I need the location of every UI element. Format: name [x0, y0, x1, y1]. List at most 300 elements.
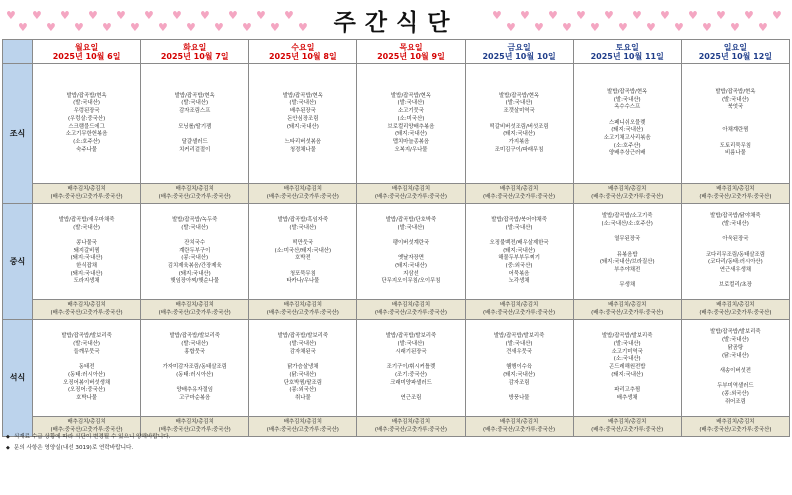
menu-item [141, 232, 248, 240]
kimchi-item: 배추김치/총김치 [175, 301, 214, 308]
menu-item: 발밥/잡곡밥/발보리죽 [385, 333, 437, 340]
kimchi-item: (배추:중국산/고춧가루:중국산) [158, 193, 231, 200]
menu-item: (발:국내산) [505, 224, 533, 231]
menu-item: (돼지:국내산) [286, 123, 319, 130]
day-date: 2025년 10월 7일 [160, 51, 229, 61]
menu-item: 발밥/잡곡밥/발보리죽 [710, 329, 761, 336]
kimchi-item: 배추김치/총김치 [499, 418, 539, 425]
menu-item: (콩:국내산) [181, 255, 209, 262]
menu-item: 발밥/잡곡밥/소고기죽 [601, 212, 653, 219]
menu-item: 열무된장국 [614, 236, 641, 243]
menu-item: 지삼선 [403, 270, 419, 277]
kimchi-item: (배추:중국산/고춧가루:중국산) [374, 309, 448, 316]
kimchi-cell [249, 417, 357, 437]
day-header [681, 40, 789, 64]
menu-item: 콩나물국 [76, 239, 98, 246]
kimchi-item: (배추:중국산/고춧가루:중국산) [591, 309, 664, 316]
menu-cell [249, 320, 357, 417]
heart-icon: ♥ [646, 21, 656, 34]
menu-item: 배추된장국 [289, 108, 316, 115]
menu-item: 소고기무한헌볶음 [65, 131, 108, 138]
kimchi-item: 배추김치/총김치 [391, 301, 431, 308]
heart-icon: ♥ [534, 21, 544, 34]
menu-item: (발:국내산) [505, 341, 533, 348]
day-name: 일요일 [723, 42, 747, 52]
heart-icon: ♥ [186, 21, 196, 34]
menu-item: 떡만둣국 [292, 239, 314, 246]
kimchi-cell [33, 300, 141, 320]
day-name: 목요일 [399, 42, 423, 52]
menu-item: 조갯살미역국 [503, 108, 535, 115]
kimchi-item: (배추:중국산/고춧가루:중국산) [266, 193, 339, 200]
menu-item: 고구마순볶음 [179, 394, 211, 401]
meal-label: 조식 [3, 64, 33, 204]
menu-cell [33, 204, 141, 300]
kimchi-cell [573, 184, 681, 204]
menu-cell [465, 320, 573, 417]
menu-item: 북엇국 [727, 104, 744, 111]
menu-item: 발밥/잡곡밥/발보리죽 [61, 333, 112, 340]
heart-icon: ♥ [506, 21, 516, 34]
kimchi-item: (배추:중국산/고춧가루:중국산) [699, 309, 772, 316]
kimchi-item: 배추김치/총김치 [175, 418, 214, 425]
menu-cell [33, 64, 141, 184]
menu-item: 발밥/잡곡밥/닭야채죽 [710, 212, 761, 219]
heart-icon: ♥ [758, 21, 768, 34]
kimchi-item: 배추김치/총김치 [608, 301, 647, 308]
menu-cell [357, 320, 465, 417]
menu-item: 발밥/잡곡밥/현옥 [66, 92, 107, 99]
menu-item: (소:호주산) [73, 138, 101, 145]
bullet-icon: ◆ [6, 445, 10, 451]
menu-item: 브로컬리/초장 [718, 282, 752, 289]
menu-item: 새송이버섯전 [719, 368, 752, 374]
menu-item: 옥수수스프 [614, 104, 641, 111]
heart-icon: ♥ [144, 9, 154, 22]
heart-icon: ♥ [590, 21, 600, 34]
heart-icon: ♥ [228, 9, 238, 22]
menu-item: 잔치국수 [184, 239, 206, 246]
heart-icon: ♥ [520, 9, 530, 22]
menu-item: 맵치마늘종볶음 [392, 138, 430, 145]
kimchi-item: (배추:중국산/고춧가루:중국산) [50, 426, 123, 433]
menu-item [466, 387, 573, 395]
menu-item: 단호박찜/팥조림 [283, 379, 322, 386]
heart-icon: ♥ [102, 21, 112, 34]
kimchi-cell [681, 300, 789, 320]
menu-item: 우렁된장국 [73, 108, 100, 115]
menu-item: 발밥/잡곡밥/단호박죽 [385, 216, 437, 223]
page-title: 주간식단 [333, 10, 459, 36]
day-date: 2025년 10월 11일 [590, 51, 664, 61]
menu-item [33, 232, 140, 240]
menu-item: (돼지:국내산) [394, 263, 427, 270]
kimchi-item: 배추김치/총김치 [608, 185, 647, 192]
menu-item: (콩:외국산) [289, 387, 317, 394]
heart-icon: ♥ [32, 9, 42, 22]
kimchi-cell [357, 300, 465, 320]
heart-icon: ♥ [214, 21, 224, 34]
menu-cell [141, 320, 249, 417]
kimchi-cell [573, 417, 681, 437]
menu-item: 방풍나물 [508, 394, 530, 401]
menu-item: (돼지:국내산/브라질산) [599, 259, 655, 266]
heart-icon: ♥ [130, 21, 140, 34]
kimchi-cell [249, 300, 357, 320]
menu-item: 스크램블드에그 [68, 123, 105, 130]
kimchi-item: 배추김치/총김치 [608, 418, 647, 425]
menu-item: 감자채된국 [289, 348, 316, 355]
menu-item [357, 356, 464, 364]
notes [6, 432, 170, 454]
menu-item: (발:국내산) [397, 224, 425, 231]
menu-cell [465, 204, 573, 300]
menu-item: 도토리묵무침 [719, 142, 752, 149]
menu-item: 홍합뭇국 [184, 348, 206, 355]
menu-item: 아채계란찜 [722, 127, 749, 134]
menu-item: 계란두부구이 [179, 247, 211, 254]
menu-item: (돼지:국내산) [503, 131, 536, 138]
menu-cell [141, 204, 249, 300]
menu-item: 동태전 [78, 364, 95, 371]
kimchi-cell [141, 184, 249, 204]
menu-item: 곤드레해원전밥 [608, 364, 646, 371]
kimchi-item: (배추:중국산/고춧가루:중국산) [483, 426, 556, 433]
day-header [33, 40, 141, 64]
menu-item: 배추생채 [616, 394, 638, 401]
menu-item: 무생채 [619, 282, 636, 289]
kimchi-item: (배추:중국산/고춧가루:중국산) [50, 309, 123, 316]
kimchi-item: (배추:중국산/고춧가루:중국산) [699, 426, 772, 433]
kimchi-item: (배추:중국산/고춧가루:중국산) [699, 193, 772, 200]
day-header [357, 40, 465, 64]
menu-item: (소:미국산/돼지:국내산) [274, 247, 332, 254]
menu-item: 비름나물 [724, 150, 746, 157]
menu-item: 햇임장아찌/햇순나물 [170, 278, 220, 285]
menu-cell [681, 64, 789, 184]
menu-item: (소:국내산) [613, 356, 641, 363]
kimchi-item: 배추김치/총김치 [283, 301, 322, 308]
heart-icon: ♥ [702, 21, 712, 34]
heart-icon: ♥ [618, 21, 628, 34]
menu-item: 쥐어조림 [724, 398, 746, 405]
menu-cell [249, 204, 357, 300]
menu-item: (돼지:국내산) [178, 270, 211, 277]
menu-item: (발:국내산) [73, 100, 101, 107]
heart-icon: ♥ [730, 21, 740, 34]
menu-item: (소:국내산/소:호주산) [601, 220, 653, 227]
weekly-menu-table [2, 39, 790, 437]
menu-item: (돼지:국내산) [611, 371, 644, 378]
menu-item [141, 116, 248, 124]
heart-icon: ♥ [744, 9, 754, 22]
kimchi-item: 배추김치/총김치 [716, 418, 755, 425]
menu-item: 발밥/잡곡밥/현옥 [282, 92, 323, 99]
menu-item: 햄행이수육 [506, 364, 533, 371]
heart-icon: ♥ [576, 9, 586, 22]
note-item [6, 432, 170, 443]
table-corner [3, 40, 33, 64]
menu-item: (발:국내산) [289, 341, 317, 348]
menu-item [682, 360, 789, 368]
kimchi-cell [141, 300, 249, 320]
menu-item: (발:국내산) [181, 100, 209, 107]
menu-item: 연근조림 [400, 394, 422, 401]
menu-item: 노각생채 [508, 278, 530, 285]
heart-icon: ♥ [716, 9, 726, 22]
menu-item: (닭:국내산) [721, 352, 749, 359]
menu-item: (우렁살:중국산) [67, 115, 106, 122]
menu-item: 브로컬리양배추볶음 [387, 123, 435, 130]
menu-item: 발밥/잡곡밥/현옥 [499, 92, 540, 99]
menu-cell [573, 204, 681, 300]
menu-item: 오징어볶이버섯생채 [63, 379, 111, 386]
menu-item: 가지볶음 [508, 138, 530, 145]
kimchi-cell [465, 184, 573, 204]
menu-cell [141, 64, 249, 184]
heart-icon: ♥ [492, 9, 502, 22]
menu-item: 소고기뭇국 [397, 108, 424, 115]
menu-item: 치커리겉절이 [179, 146, 211, 153]
day-date: 2025년 10월 12일 [698, 51, 773, 61]
menu-item: (발:국내산) [505, 100, 533, 107]
kimchi-item: 배추김치/총김치 [67, 301, 106, 308]
menu-item: (발:국내산) [181, 224, 209, 231]
menu-cell [33, 320, 141, 417]
menu-item: 발밥/잡곡밥/새우마채죽 [58, 216, 115, 223]
meal-label: 석식 [3, 320, 33, 437]
heart-icon: ♥ [298, 21, 308, 34]
menu-item: 닭가슴살냉채 [287, 364, 319, 371]
day-header [573, 40, 681, 64]
day-date: 2025년 10월 9일 [377, 51, 445, 61]
heart-icon: ♥ [158, 21, 168, 34]
menu-item: (발:국내산) [289, 100, 317, 107]
day-date: 2025년 10월 6일 [52, 51, 121, 61]
kimchi-item: 배추김치/총김치 [283, 185, 322, 192]
menu-item: 달걀샐러드 [181, 138, 208, 145]
menu-item: (닭:국내산) [289, 371, 317, 378]
heart-icon: ♥ [674, 21, 684, 34]
menu-item: 소고기미역국 [611, 348, 643, 355]
kimchi-item: (배추:중국산/고춧가루:중국산) [374, 426, 448, 433]
meal-label: 중식 [3, 204, 33, 320]
menu-item [574, 228, 681, 236]
menu-item: 발밥/잡곡밥/발보리죽 [277, 333, 329, 340]
heart-icon: ♥ [772, 9, 782, 22]
day-name: 화요일 [183, 42, 207, 52]
menu-item: 해물두부부두찌기 [498, 255, 540, 262]
menu-item: (발:국내산) [73, 341, 101, 348]
kimchi-cell [33, 184, 141, 204]
kimchi-item: 배추김치/총김치 [716, 185, 755, 192]
kimchi-item: 배추김치/총김치 [499, 301, 539, 308]
menu-item: 발밥/잡곡밥/북어야채죽 [491, 216, 547, 223]
menu-item: (발:국내산) [613, 341, 641, 348]
menu-item: 발밥/잡곡밥/발보리죽 [169, 333, 220, 340]
menu-item: 호박전 [295, 255, 311, 262]
menu-item: 소고기채고사리볶음 [603, 135, 651, 142]
kimchi-item: (배추:중국산/고춧가루:중국산) [591, 426, 664, 433]
day-name: 월요일 [75, 42, 99, 52]
kimchi-item: (배추:중국산/고춧가루:중국산) [591, 193, 664, 200]
kimchi-item: (배추:중국산/고춧가루:중국산) [266, 309, 339, 316]
menu-item: 오징불백전/배우살제한국 [489, 239, 549, 246]
menu-item: (중:외국산) [505, 263, 533, 270]
kimchi-cell [465, 300, 573, 320]
menu-item: (돼지:국내산) [70, 270, 103, 277]
menu-item: 팽이버섯계란국 [392, 239, 430, 246]
menu-item [33, 356, 140, 364]
menu-item: (발:국내산) [289, 224, 317, 231]
menu-cell [681, 320, 789, 417]
kimchi-cell [357, 184, 465, 204]
menu-item [682, 228, 789, 236]
heart-icon: ♥ [270, 21, 280, 34]
menu-item: (동태:러시아산) [176, 371, 214, 378]
menu-item: 김치제육볶음/간장제육 [167, 263, 222, 270]
heart-icon: ♥ [172, 9, 182, 22]
day-name: 수요일 [291, 42, 315, 52]
menu-item: (발:국내산) [721, 337, 749, 344]
menu-item: 들깨무뭇국 [73, 348, 100, 355]
menu-item: (소:호주산) [613, 142, 641, 149]
menu-item: 견새우뭇국 [506, 348, 533, 355]
menu-item: 발밥/잡곡밥/발보리죽 [493, 333, 545, 340]
menu-item [249, 356, 356, 364]
heart-icon: ♥ [660, 9, 670, 22]
menu-item: 옛날자장면 [397, 255, 424, 262]
menu-item [682, 135, 789, 143]
menu-item: 부추야채전 [614, 266, 641, 273]
menu-item: 아욱된장국 [722, 236, 749, 243]
menu-item [141, 356, 248, 364]
menu-item [574, 244, 681, 252]
menu-item: 양배추유자절임 [176, 387, 213, 394]
menu-item: 발밥/잡곡밥/현옥 [390, 92, 432, 99]
note-text: 식재료 수급 상황에 따라 식단이 변경될 수 있으니 양해바랍니다. [13, 434, 171, 440]
heart-icon: ♥ [242, 21, 252, 34]
menu-item: 조미김구이/파래무침 [494, 146, 544, 153]
kimchi-item: 배추김치/총김치 [67, 185, 106, 192]
note-text: 문의 사항은 영양실(내선 3019)로 연락바랍니다. [13, 445, 134, 451]
menu-item [682, 112, 789, 120]
kimchi-item: 배추김치/총김치 [499, 185, 539, 192]
menu-item: 시래기된장국 [395, 348, 427, 355]
heart-icon: ♥ [688, 9, 698, 22]
menu-item: (발:국내산) [397, 341, 425, 348]
menu-item: 한식잡채 [76, 263, 98, 270]
menu-item [574, 112, 681, 120]
menu-item [141, 131, 248, 139]
menu-item: 파리고추찜 [614, 387, 641, 394]
kimchi-item: (배추:중국산/고춧가루:중국산) [158, 309, 231, 316]
menu-cell [249, 64, 357, 184]
heart-icon: ♥ [18, 21, 28, 34]
kimchi-item: 배추김치/총김치 [716, 301, 755, 308]
kimchi-item: (배추:중국산/고춧가루:중국산) [266, 426, 339, 433]
menu-item: (오징어:중국산) [67, 387, 106, 394]
day-date: 2025년 10월 8일 [268, 51, 337, 61]
menu-cell [465, 64, 573, 184]
menu-item [466, 356, 573, 364]
menu-item: (돼지:국내산) [503, 247, 536, 254]
menu-item: 발밥/잡곡밥/현옥 [607, 88, 648, 95]
menu-item: 발밥/잡곡밥/현옥 [715, 88, 756, 95]
menu-item: 두부미역샐러드 [717, 383, 754, 390]
kimchi-cell [573, 300, 681, 320]
menu-cell [681, 204, 789, 300]
menu-item: 발밥/잡곡밥/현옥 [174, 92, 215, 99]
note-item [6, 443, 170, 454]
menu-item: (발:국내산) [73, 224, 101, 231]
menu-item [249, 131, 356, 139]
menu-item: 도라지생채 [73, 278, 100, 285]
menu-item [357, 387, 464, 395]
menu-item: 감자조림 [508, 379, 530, 386]
menu-item: 오복지/우나물 [394, 146, 428, 153]
kimchi-item: (배추:중국산/고춧가루:중국산) [50, 193, 123, 200]
heart-icon: ♥ [604, 9, 614, 22]
kimchi-item: 배추김치/총김치 [175, 185, 214, 192]
heart-icon: ♥ [632, 9, 642, 22]
heart-icon: ♥ [46, 21, 56, 34]
menu-item: 어묵볶음 [508, 270, 530, 277]
menu-item: (발:국내산) [613, 96, 641, 103]
menu-item: 취나물 [295, 394, 311, 401]
kimchi-cell [681, 417, 789, 437]
menu-item: 단무지오이무침/오이무침 [381, 278, 441, 285]
kimchi-cell [357, 417, 465, 437]
kimchi-item: (배추:중국산/고춧가루:중국산) [374, 193, 448, 200]
menu-item: (돼지:국내산) [611, 127, 644, 134]
heart-icon: ♥ [548, 9, 558, 22]
kimchi-item: (배추:중국산/고춧가루:중국산) [483, 309, 556, 316]
kimchi-item: 배추김치/총김치 [283, 418, 322, 425]
menu-item: 감자조림스프 [179, 108, 211, 115]
menu-item: (발:국내산) [397, 100, 425, 107]
menu-item: 타카나/우나물 [286, 278, 320, 285]
day-name: 토요일 [615, 42, 639, 52]
menu-item [466, 232, 573, 240]
heart-icon: ♥ [562, 21, 572, 34]
day-header [465, 40, 573, 64]
menu-item: 느타리버섯볶음 [284, 138, 322, 145]
menu-item [357, 232, 464, 240]
menu-item: 떡갈비버섯조림/버섯조림 [489, 123, 549, 130]
day-header [141, 40, 249, 64]
menu-item: (돼지:국내산) [503, 371, 536, 378]
menu-item: (돼지:국내산) [394, 131, 427, 138]
menu-cell [357, 64, 465, 184]
day-name: 금요일 [507, 42, 531, 52]
kimchi-cell [249, 184, 357, 204]
menu-item: 모닝롤/딸기잼 [178, 123, 212, 130]
menu-item [249, 263, 356, 271]
menu-item: 크래미양파샐러드 [390, 379, 432, 386]
bullet-icon: ◆ [6, 434, 10, 440]
menu-item: 청포묵무침 [289, 270, 316, 277]
menu-item [682, 244, 789, 252]
menu-item: (조기:중국산) [394, 371, 427, 378]
menu-item: (소:미국산) [397, 115, 425, 122]
menu-item: (발:국내산) [181, 341, 209, 348]
menu-item: (발:국내산) [721, 220, 749, 227]
kimchi-cell [465, 417, 573, 437]
kimchi-item: 배추김치/총김치 [391, 418, 431, 425]
heart-icon: ♥ [88, 9, 98, 22]
heart-icon: ♥ [6, 9, 16, 22]
